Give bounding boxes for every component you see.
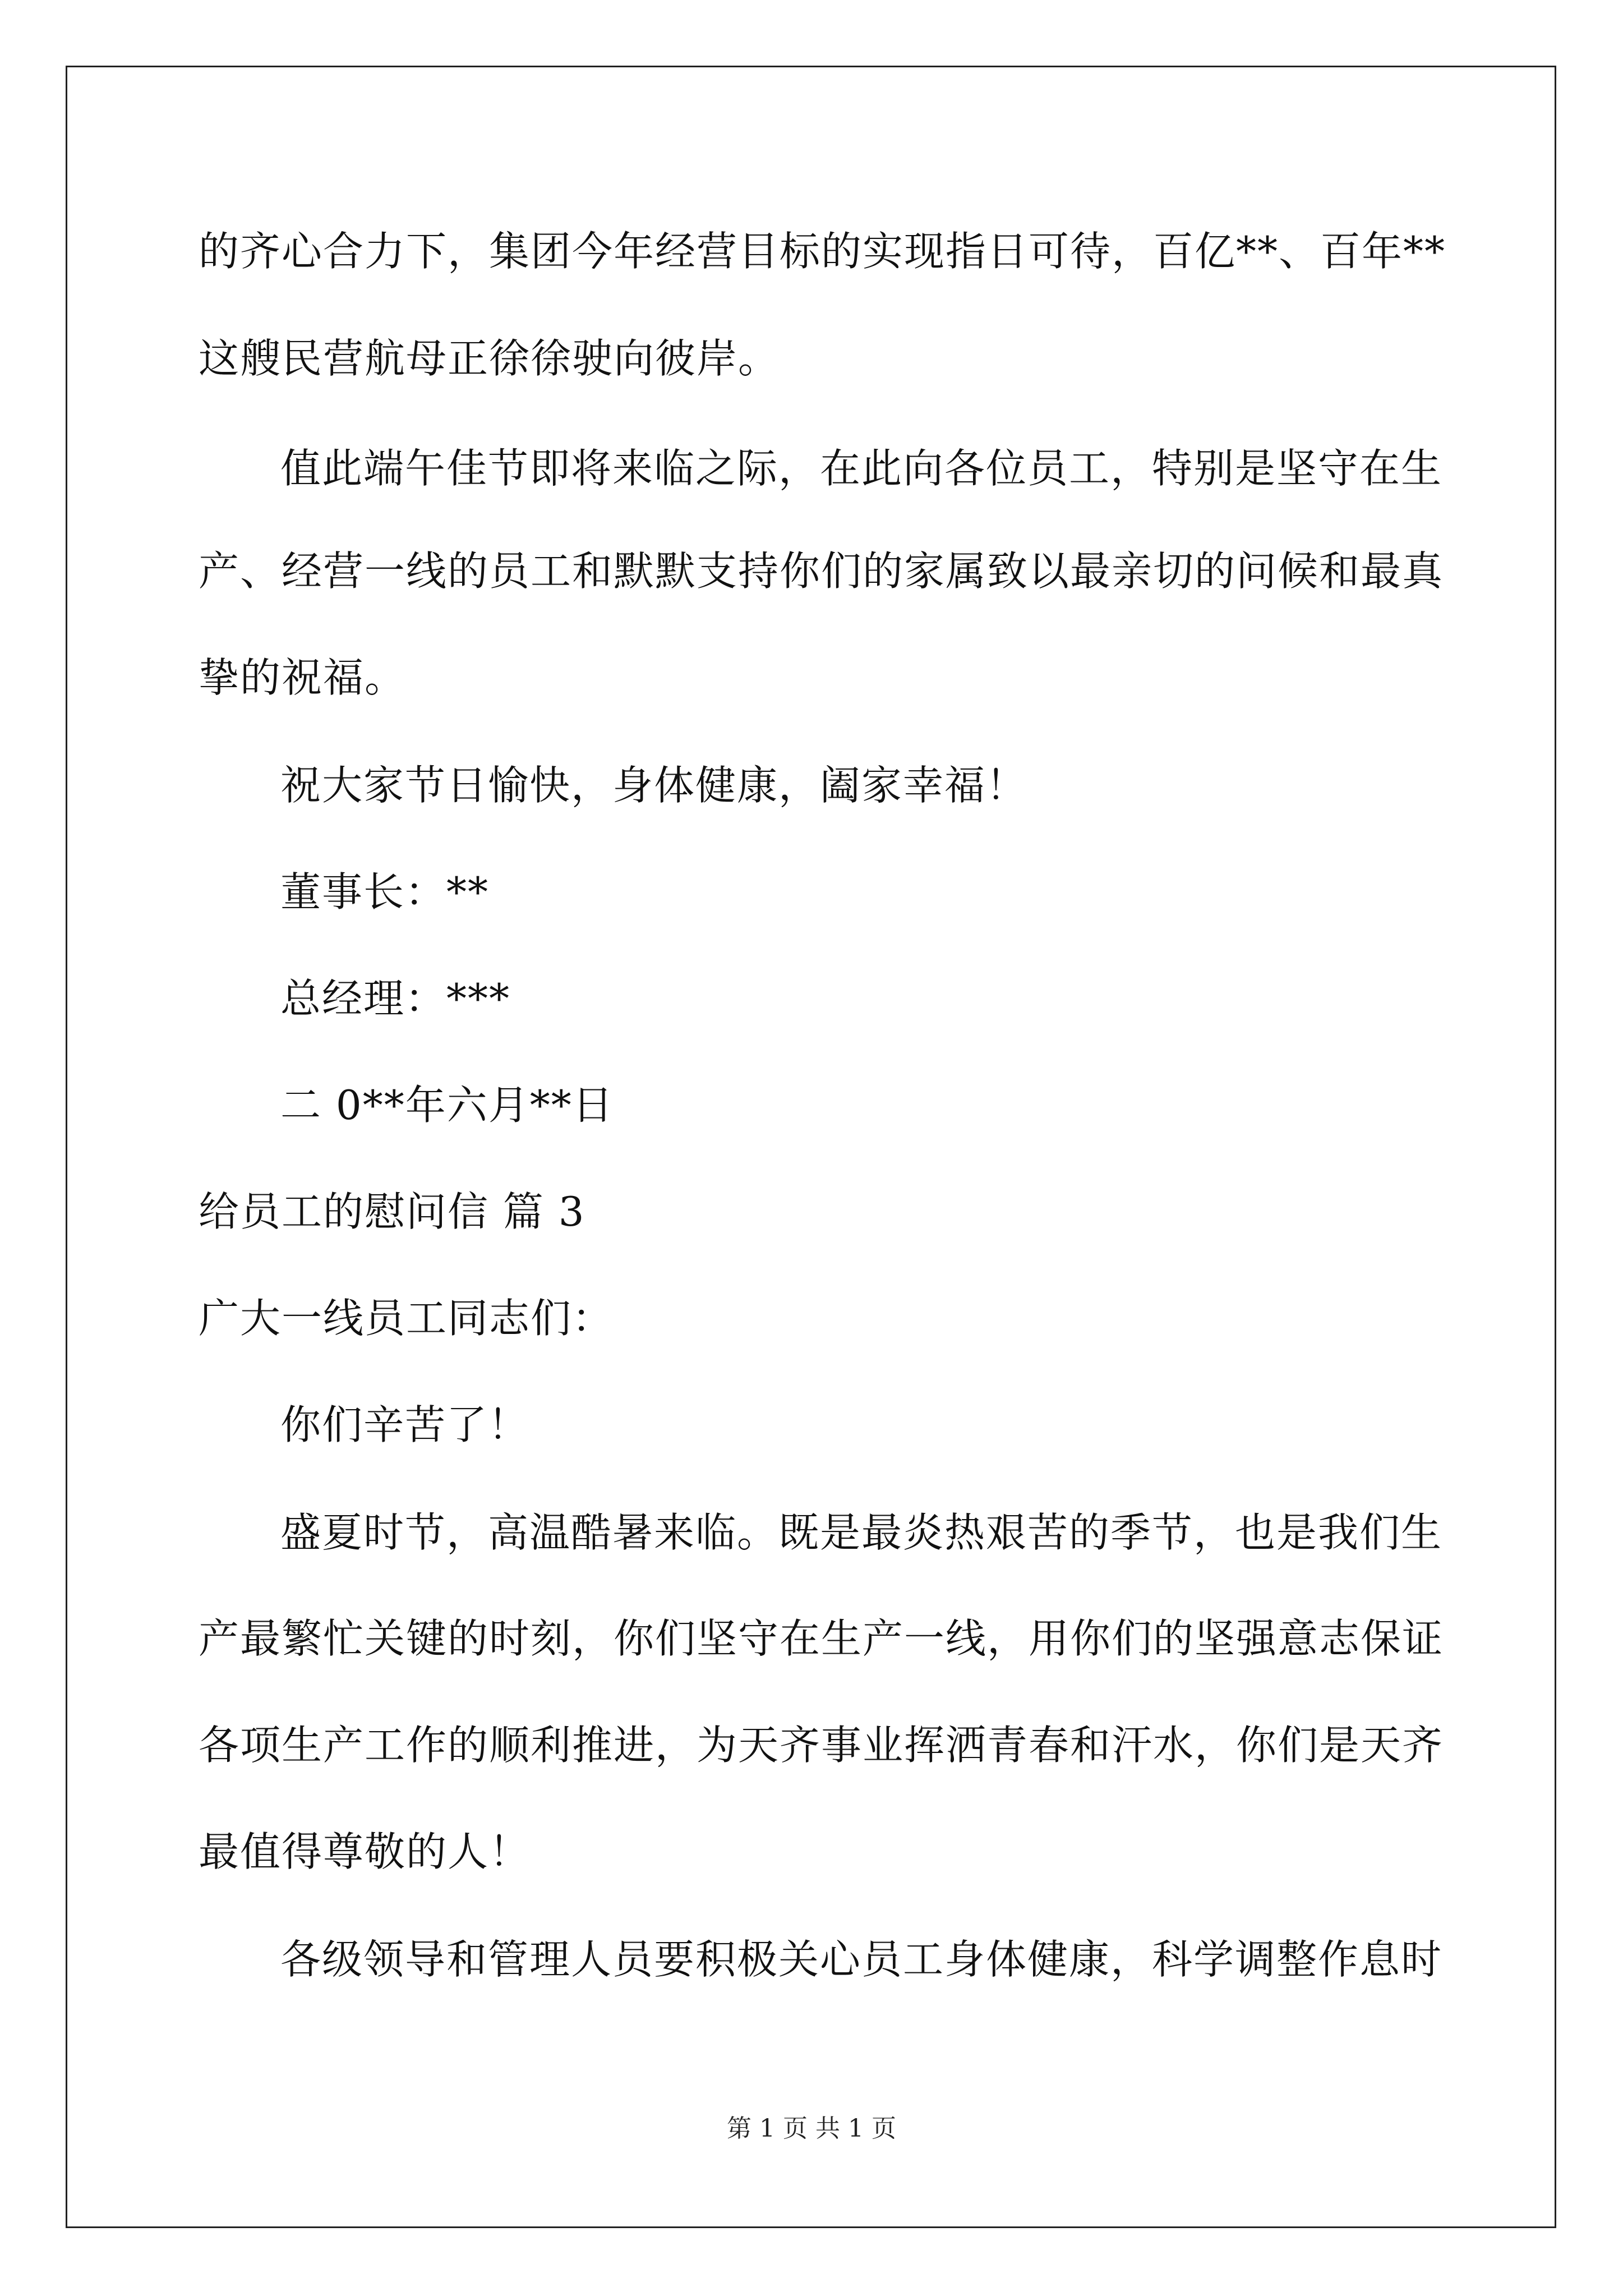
text-line: 各项生产工作的顺利推进，为天齐事业挥洒青春和汗水，你们是天齐 bbox=[199, 1722, 1444, 1769]
text-line: 产、经营一线的员工和默默支持你们的家属致以最亲切的问候和最真 bbox=[199, 547, 1444, 595]
signature-chairman: 董事长：** bbox=[280, 868, 490, 915]
paragraph-line: 值此端午佳节即将来临之际，在此向各位员工，特别是坚守在生 bbox=[280, 445, 1443, 492]
text-line: 最值得尊敬的人！ bbox=[199, 1828, 531, 1875]
letter-date: 二 0**年六月**日 bbox=[280, 1082, 614, 1129]
paragraph-line: 祝大家节日愉快，身体健康，阖家幸福！ bbox=[280, 762, 1028, 809]
letter-title: 给员工的慰问信 篇 3 bbox=[199, 1188, 585, 1235]
signature-general-manager: 总经理：*** bbox=[280, 975, 511, 1022]
text-line: 挚的祝福。 bbox=[199, 654, 407, 701]
paragraph-line: 盛夏时节，高温酷暑来临。既是最炎热艰苦的季节，也是我们生 bbox=[280, 1509, 1443, 1556]
text-line: 这艘民营航母正徐徐驶向彼岸。 bbox=[199, 335, 780, 382]
page-border bbox=[66, 66, 1556, 2228]
paragraph-line: 各级领导和管理人员要积极关心员工身体健康，科学调整作息时 bbox=[280, 1936, 1443, 1983]
paragraph-line: 你们辛苦了！ bbox=[280, 1401, 530, 1448]
letter-salutation: 广大一线员工同志们： bbox=[199, 1295, 614, 1342]
text-line: 的齐心合力下，集团今年经营目标的实现指日可待，百亿**、百年** bbox=[199, 228, 1446, 275]
text-line: 产最繁忙关键的时刻，你们坚守在生产一线，用你们的坚强意志保证 bbox=[199, 1615, 1444, 1662]
page-number-footer: 第 1 页 共 1 页 bbox=[727, 2114, 896, 2143]
